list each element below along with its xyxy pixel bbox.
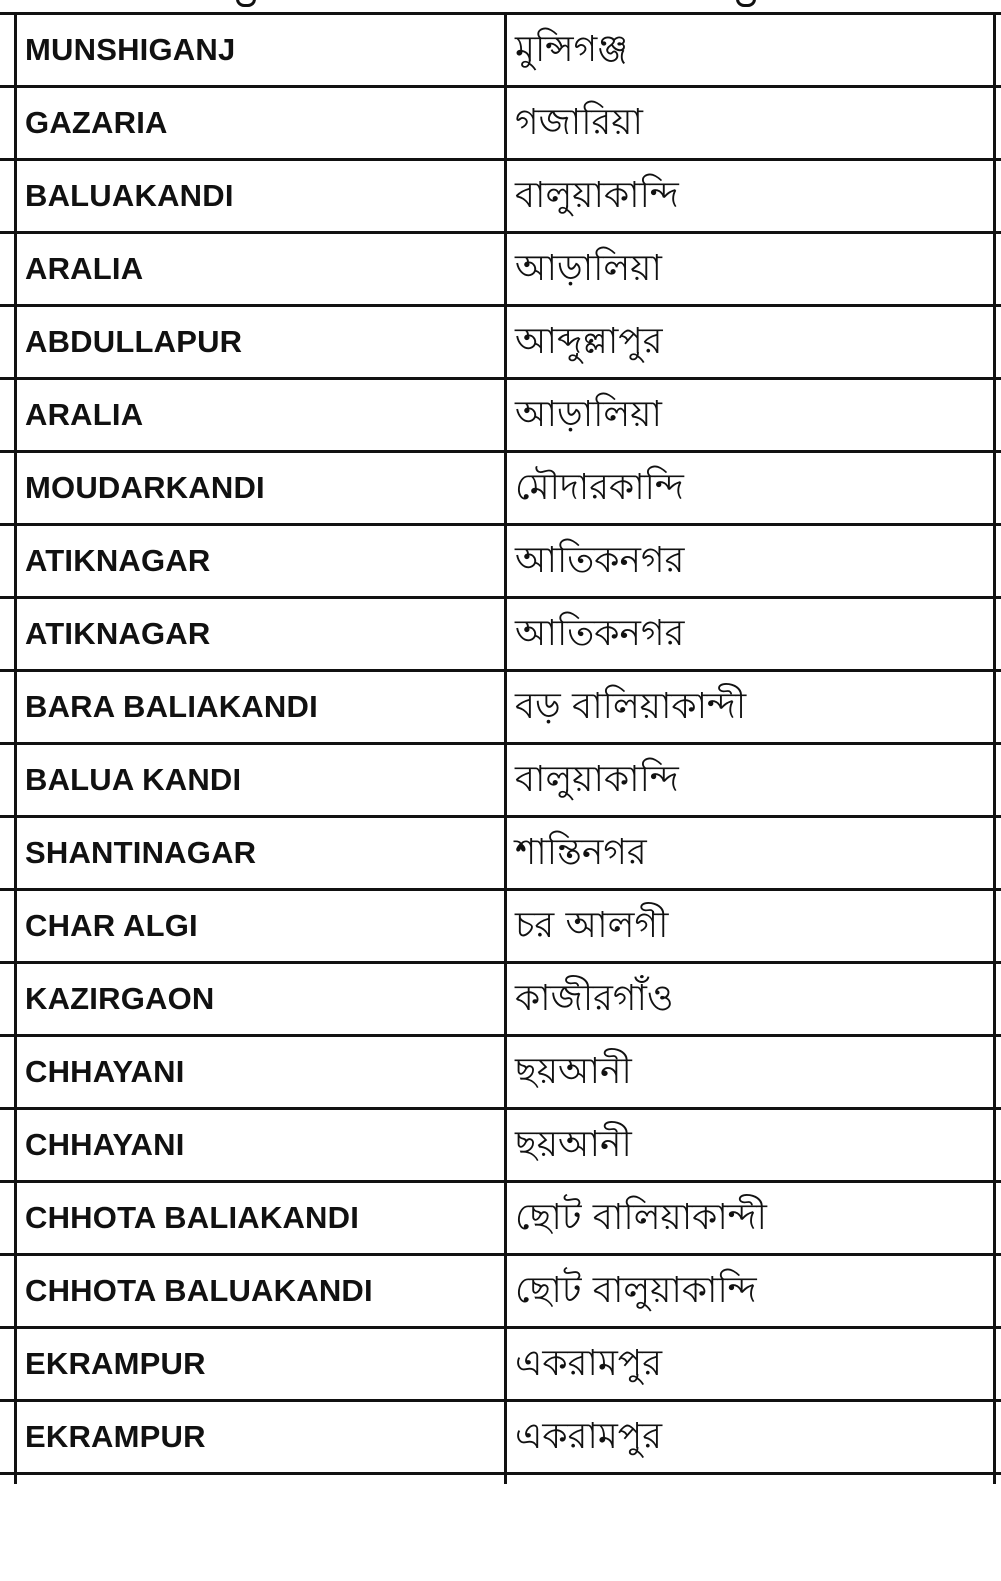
english-name-cell: CHHAYANI xyxy=(16,1109,506,1182)
row-edge-cell xyxy=(995,1109,1001,1182)
table-row xyxy=(0,87,1001,160)
english-name-cell: ATIKNAGAR xyxy=(16,598,506,671)
village-name-table xyxy=(0,12,1001,1548)
table-row xyxy=(0,1328,1001,1401)
row-edge-cell xyxy=(995,306,1001,379)
english-name-cell: MUNSHIGANJ xyxy=(16,14,506,87)
row-edge-cell xyxy=(995,963,1001,1036)
english-name-cell: BALUAKANDI xyxy=(16,160,506,233)
row-stub-cell xyxy=(0,1182,16,1255)
english-name-cell: CHHAYANI xyxy=(16,1036,506,1109)
bangla-name-cell: একরামপুর xyxy=(506,1401,995,1474)
row-edge-cell xyxy=(995,379,1001,452)
table-row xyxy=(0,452,1001,525)
english-name-cell: CHHOTA BALUAKANDI xyxy=(16,1255,506,1328)
row-stub-cell xyxy=(0,598,16,671)
row-stub-cell xyxy=(0,14,16,87)
row-stub-cell xyxy=(0,1401,16,1474)
english-name-cell: EKRAMPUR xyxy=(16,1401,506,1474)
bangla-name-cell: আতিকনগর xyxy=(506,598,995,671)
row-stub-cell xyxy=(0,306,16,379)
bangla-name-cell: বালুয়াকান্দি xyxy=(506,160,995,233)
table-body xyxy=(0,14,1001,1547)
table-row xyxy=(0,744,1001,817)
english-name-cell: ARALIA xyxy=(16,379,506,452)
table-row xyxy=(0,160,1001,233)
row-stub-cell xyxy=(0,963,16,1036)
row-edge-cell xyxy=(995,1036,1001,1109)
row-edge-cell xyxy=(995,87,1001,160)
table-row xyxy=(0,14,1001,87)
bangla-name-cell: ছয়আনী xyxy=(506,1036,995,1109)
row-stub-cell xyxy=(0,525,16,598)
table-row xyxy=(0,1255,1001,1328)
english-name-cell: CHHOTA BALIAKANDI xyxy=(16,1182,506,1255)
english-name-cell: KAZIRGAON xyxy=(16,963,506,1036)
table-row xyxy=(0,817,1001,890)
cut-off-header-row xyxy=(0,0,1001,12)
row-stub-cell xyxy=(0,817,16,890)
english-name-cell: SHANTINAGAR xyxy=(16,817,506,890)
row-stub-cell xyxy=(0,1109,16,1182)
table-row xyxy=(0,233,1001,306)
table-row xyxy=(0,1036,1001,1109)
bangla-name-cell: কাজীরগাঁও xyxy=(506,963,995,1036)
row-stub-cell xyxy=(0,452,16,525)
row-stub-cell xyxy=(0,379,16,452)
bangla-name-cell: চর আলগী xyxy=(506,890,995,963)
row-edge-cell xyxy=(995,525,1001,598)
bangla-name-cell: আড়ালিয়া xyxy=(506,379,995,452)
row-edge-cell xyxy=(995,160,1001,233)
row-edge-cell xyxy=(995,452,1001,525)
row-stub-cell xyxy=(0,1036,16,1109)
bangla-name-cell: ছোট বালিয়াকান্দী xyxy=(506,1182,995,1255)
table-row xyxy=(0,306,1001,379)
row-stub-cell xyxy=(0,1328,16,1401)
cut-off-header-glyph xyxy=(236,0,256,7)
bangla-name-cell: বড় বালিয়াকান্দী xyxy=(506,671,995,744)
row-edge-cell xyxy=(995,1182,1001,1255)
row-edge-cell xyxy=(995,1401,1001,1474)
row-stub-cell xyxy=(0,744,16,817)
table-row xyxy=(0,379,1001,452)
table-row xyxy=(0,963,1001,1036)
row-edge-cell xyxy=(995,890,1001,963)
row-edge-cell xyxy=(995,744,1001,817)
english-name-cell: GAZARIA xyxy=(16,87,506,160)
row-stub-cell xyxy=(0,671,16,744)
bangla-name-cell: একরামপুর xyxy=(506,1328,995,1401)
english-name-cell: CHAR ALGI xyxy=(16,890,506,963)
row-edge-cell xyxy=(995,1328,1001,1401)
bangla-name-cell: আব্দুল্লাপুর xyxy=(506,306,995,379)
row-edge-cell xyxy=(995,817,1001,890)
row-edge-cell xyxy=(995,598,1001,671)
bangla-name-cell: গজারিয়া xyxy=(506,87,995,160)
row-stub-cell xyxy=(0,160,16,233)
row-stub-cell xyxy=(0,87,16,160)
row-edge-cell xyxy=(995,14,1001,87)
bangla-name-cell: শান্তিনগর xyxy=(506,817,995,890)
row-edge-cell xyxy=(995,1255,1001,1328)
english-name-cell: ARALIA xyxy=(16,233,506,306)
english-name-cell: ATIKNAGAR xyxy=(16,525,506,598)
table-row xyxy=(0,1109,1001,1182)
row-edge-cell xyxy=(995,233,1001,306)
english-name-cell: EKRAMPUR xyxy=(16,1328,506,1401)
bangla-name-cell: আতিকনগর xyxy=(506,525,995,598)
table-row xyxy=(0,525,1001,598)
english-name-cell: BARA BALIAKANDI xyxy=(16,671,506,744)
english-name-cell: BALUA KANDI xyxy=(16,744,506,817)
row-stub-cell xyxy=(0,890,16,963)
row-edge-cell xyxy=(995,671,1001,744)
table-row xyxy=(0,671,1001,744)
english-name-cell: MOUDARKANDI xyxy=(16,452,506,525)
bangla-name-cell: ছয়আনী xyxy=(506,1109,995,1182)
row-stub-cell xyxy=(0,233,16,306)
table-row xyxy=(0,890,1001,963)
bangla-name-cell: মৌদারকান্দি xyxy=(506,452,995,525)
bangla-name-cell: আড়ালিয়া xyxy=(506,233,995,306)
row-stub-cell xyxy=(0,1255,16,1328)
blank-page-margin xyxy=(0,1484,1001,1581)
table-row xyxy=(0,1401,1001,1474)
bangla-name-cell: মুন্সিগঞ্জ xyxy=(506,14,995,87)
table-row xyxy=(0,598,1001,671)
bangla-name-cell: বালুয়াকান্দি xyxy=(506,744,995,817)
bangla-name-cell: ছোট বালুয়াকান্দি xyxy=(506,1255,995,1328)
table-row xyxy=(0,1182,1001,1255)
cut-off-header-glyph xyxy=(736,0,756,7)
english-name-cell: ABDULLAPUR xyxy=(16,306,506,379)
